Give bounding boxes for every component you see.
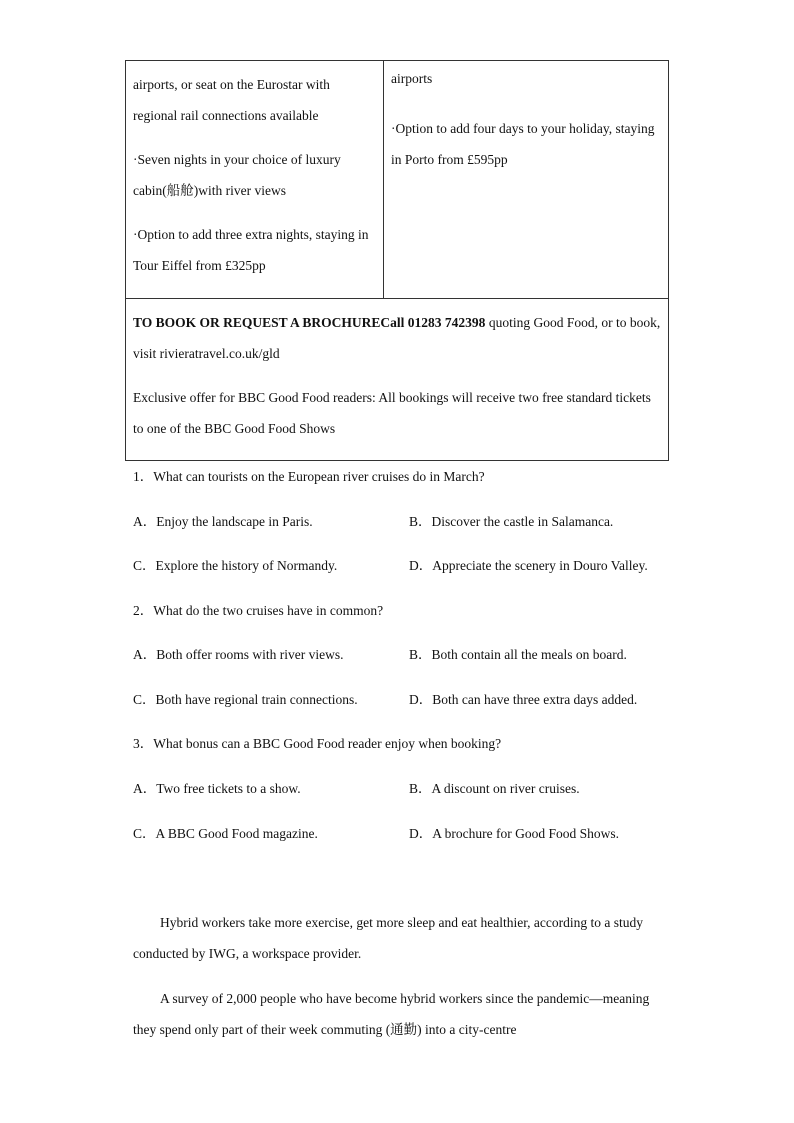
- question-3: 3．What bonus can a BBC Good Food reader enjoy when booking?: [133, 736, 502, 751]
- booking-text: quoting Good Food, or to book, visit rivieratravel.co.uk/gld: [133, 315, 661, 361]
- detail-line: ·Seven nights in your choice of luxury cabin(船舱)with river views: [133, 152, 341, 198]
- detail-line: ·Option to add three extra nights, staying in Tour Eiffel from £325pp: [133, 227, 369, 273]
- q1-option-a: A．Enjoy the landscape in Paris.: [133, 514, 313, 529]
- q1-option-c: C．Explore the history of Normandy.: [133, 558, 338, 573]
- booking-line: [133, 307, 661, 369]
- detail-line: ·Option to add four days to your holiday, staying in Porto from £595pp: [391, 121, 655, 167]
- q1-option-b: B．Discover the castle in Salamanca.: [409, 514, 614, 529]
- passage-paragraph-1: Hybrid workers take more exercise, get more sleep and eat healthier, according to a study conducted by IWG, a workspace provider.: [133, 915, 644, 961]
- q3-option-d: D．A brochure for Good Food Shows.: [409, 826, 619, 841]
- cruise-details-left: [126, 61, 384, 299]
- table-row: [126, 299, 669, 461]
- question-1: 1．What can tourists on the European river cruises do in March?: [133, 469, 485, 484]
- question-2: 2．What do the two cruises have in common?: [133, 603, 384, 618]
- q2-option-c: C．Both have regional train connections.: [133, 692, 358, 707]
- exclusive-offer: Exclusive offer for BBC Good Food readers: All bookings will receive two free standard tickets to one of the BBC Good Food Shows: [133, 390, 651, 436]
- table-row: [126, 61, 669, 299]
- passage-paragraph-2: A survey of 2,000 people who have become hybrid workers since the pandemic—meaning they spend only part of their week commuting (通勤) into a city-centre: [133, 991, 650, 1037]
- detail-line: airports, or seat on the Eurostar with regional rail connections available: [133, 77, 330, 123]
- booking-heading: TO BOOK OR REQUEST A BROCHURECall 01283 742398: [133, 315, 486, 330]
- booking-info: [126, 299, 669, 461]
- q3-option-a: A．Two free tickets to a show.: [133, 781, 301, 796]
- q2-option-a: A．Both offer rooms with river views.: [133, 647, 344, 662]
- detail-line: airports: [391, 71, 433, 86]
- q2-option-d: D．Both can have three extra days added.: [409, 692, 638, 707]
- cruise-offer-table: [125, 60, 669, 461]
- q1-option-d: D．Appreciate the scenery in Douro Valley.: [409, 558, 648, 573]
- q3-option-b: B．A discount on river cruises.: [409, 781, 580, 796]
- cruise-details-right: [384, 61, 669, 299]
- q2-option-b: B．Both contain all the meals on board.: [409, 647, 627, 662]
- q3-option-c: C．A BBC Good Food magazine.: [133, 826, 318, 841]
